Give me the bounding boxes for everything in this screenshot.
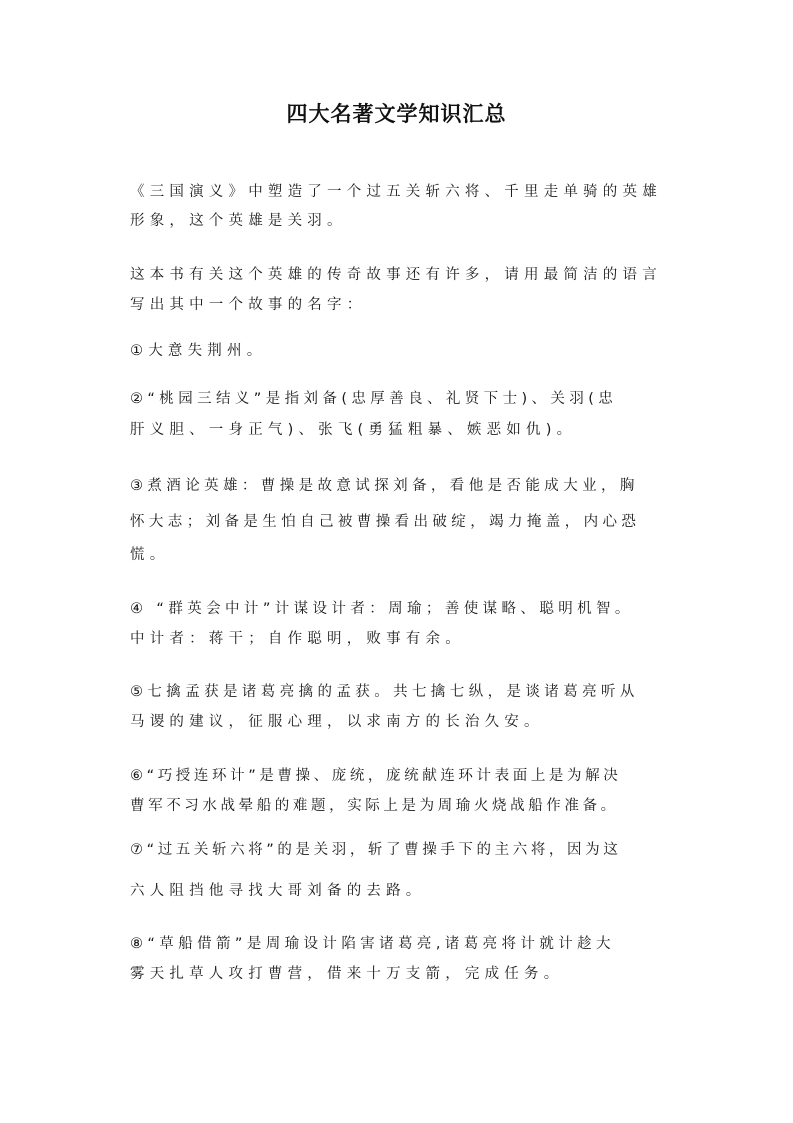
item-1-line-1: ①大意失荆州。 (130, 343, 267, 359)
page-title: 四大名著文学知识汇总 (286, 101, 507, 126)
item-7-line-1: ⑦“过五关斩六将”的是关羽，斩了曹操手下的主六将，因为这 (130, 842, 622, 858)
item-8-line-2: 雾天扎草人攻打曹营，借来十万支箭，完成任务。 (130, 966, 564, 982)
item-7-line-2: 六人阻挡他寻找大哥刘备的去路。 (130, 883, 426, 899)
item-5-line-1: ⑤七擒孟获是诸葛亮擒的孟获。共七擒七纵，是谈诸葛亮听从 (130, 684, 639, 700)
item-3-line-1: ③煮酒论英雄：曹操是故意试探刘备，看他是否能成大业，胸 (130, 478, 639, 494)
item-2-line-2: 肝义胆、一身正气)、张飞(勇猛粗暴、嫉恶如仇)。 (130, 422, 577, 438)
item-6-line-2: 曹军不习水战晕船的难题，实际上是为周瑜火烧战船作准备。 (130, 798, 619, 814)
paragraph-2-line-2: 写出其中一个故事的名字： (130, 297, 367, 313)
item-3-line-3: 慌。 (130, 547, 170, 563)
item-4-line-2: 中计者：蒋干；自作聪明，败事有余。 (130, 631, 465, 647)
item-3-line-2: 怀大志；刘备是生怕自己被曹操看出破绽，竭力掩盖，内心恐 (130, 514, 641, 530)
item-6-line-1: ⑥“巧授连环计”是曹操、庞统，庞统献连环计表面上是为解决 (130, 768, 622, 784)
item-2-line-1: ②“桃园三结义”是指刘备(忠厚善良、礼贤下士)、关羽(忠 (130, 391, 618, 407)
item-5-line-2: 马谡的建议，征服心理，以求南方的长治久安。 (130, 714, 544, 730)
paragraph-1-line-1: 《三国演义》中塑造了一个过五关斩六将、千里走单骑的英雄 (130, 184, 662, 200)
paragraph-2-line-1: 这本书有关这个英雄的传奇故事还有许多，请用最简洁的语言 (130, 267, 662, 283)
paragraph-1-line-2: 形象，这个英雄是关羽。 (130, 213, 347, 229)
item-4-line-1: ④ “群英会中计”计谋设计者：周瑜；善使谋略、聪明机智。 (130, 601, 634, 617)
item-8-line-1: ⑧“草船借箭”是周瑜设计陷害诸葛亮,诸葛亮将计就计趁大 (130, 936, 615, 952)
